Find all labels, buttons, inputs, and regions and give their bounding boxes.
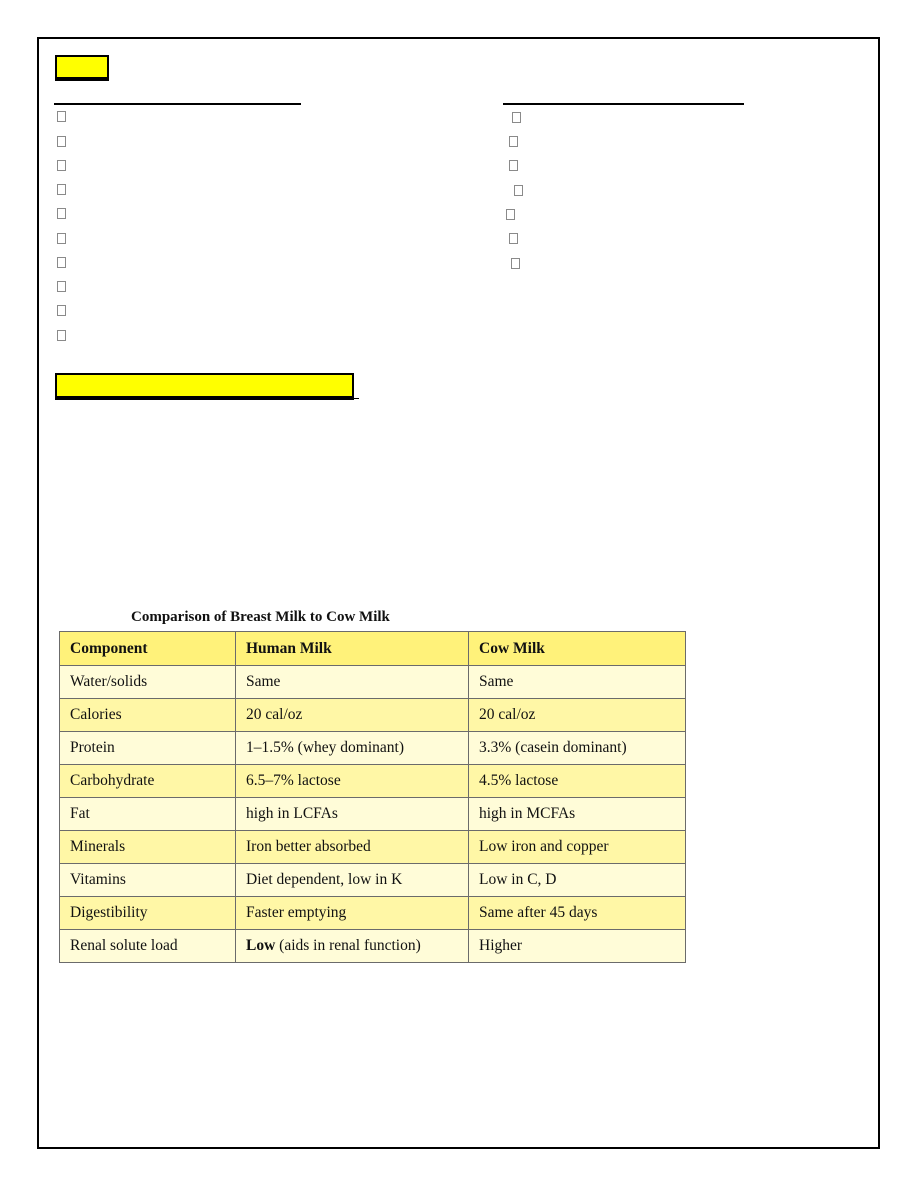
checkbox[interactable] <box>509 136 518 147</box>
table-cell: 4.5% lactose <box>469 765 686 798</box>
table-cell: Minerals <box>60 831 236 864</box>
table-title: Comparison of Breast Milk to Cow Milk <box>131 609 390 625</box>
table-header-row <box>60 632 686 666</box>
table-cell-suffix: (aids in renal function) <box>275 937 421 954</box>
table-row <box>60 864 686 897</box>
checkbox[interactable] <box>506 209 515 220</box>
header-cell: Component <box>60 632 236 666</box>
checkbox[interactable] <box>509 233 518 244</box>
table-cell: Same <box>236 666 469 699</box>
checkbox[interactable] <box>511 258 520 269</box>
table-cell: Low iron and copper <box>469 831 686 864</box>
checkbox[interactable] <box>509 160 518 171</box>
table-cell: Same <box>469 666 686 699</box>
table-row <box>60 930 686 963</box>
table-cell: Fat <box>60 798 236 831</box>
table-cell <box>236 930 469 963</box>
table-row <box>60 699 686 732</box>
table-row <box>60 765 686 798</box>
checkbox[interactable] <box>57 184 66 195</box>
checkbox[interactable] <box>57 330 66 341</box>
emphasis-text: Low <box>246 937 276 954</box>
left-column-rule <box>54 103 301 105</box>
checkbox[interactable] <box>57 111 66 122</box>
table-row <box>60 897 686 930</box>
table-cell: 3.3% (casein dominant) <box>469 732 686 765</box>
table-cell: Higher <box>469 930 686 963</box>
table-row <box>60 798 686 831</box>
table-cell: 1–1.5% (whey dominant) <box>236 732 469 765</box>
header-cell: Cow Milk <box>469 632 686 666</box>
table-cell: 20 cal/oz <box>469 699 686 732</box>
table-cell: Digestibility <box>60 897 236 930</box>
right-column-rule <box>503 103 744 105</box>
table-cell: Diet dependent, low in K <box>236 864 469 897</box>
table-cell: high in MCFAs <box>469 798 686 831</box>
table-cell: 6.5–7% lactose <box>236 765 469 798</box>
checkbox[interactable] <box>57 160 66 171</box>
table-cell: Iron better absorbed <box>236 831 469 864</box>
table-cell: Renal solute load <box>60 930 236 963</box>
checkbox[interactable] <box>57 136 66 147</box>
table-cell: Faster emptying <box>236 897 469 930</box>
table-cell: Vitamins <box>60 864 236 897</box>
table-cell: Carbohydrate <box>60 765 236 798</box>
table-cell: Protein <box>60 732 236 765</box>
table-cell: high in LCFAs <box>236 798 469 831</box>
page-border <box>37 37 880 1149</box>
table-row <box>60 831 686 864</box>
table-cell: Low in C, D <box>469 864 686 897</box>
checkbox[interactable] <box>512 112 521 123</box>
header-cell: Human Milk <box>236 632 469 666</box>
table-cell: Water/solids <box>60 666 236 699</box>
table-cell: Calories <box>60 699 236 732</box>
table-cell: Same after 45 days <box>469 897 686 930</box>
checkbox[interactable] <box>514 185 523 196</box>
comparison-table <box>59 631 686 963</box>
checkbox[interactable] <box>57 305 66 316</box>
checkbox[interactable] <box>57 281 66 292</box>
checkbox[interactable] <box>57 233 66 244</box>
checkbox[interactable] <box>57 208 66 219</box>
table-cell: 20 cal/oz <box>236 699 469 732</box>
highlighted-heading-box-1 <box>55 55 109 79</box>
table-row <box>60 732 686 765</box>
highlighted-heading-box-2 <box>55 373 354 398</box>
heading-underline-tail <box>352 398 359 399</box>
checkbox[interactable] <box>57 257 66 268</box>
table-row <box>60 666 686 699</box>
